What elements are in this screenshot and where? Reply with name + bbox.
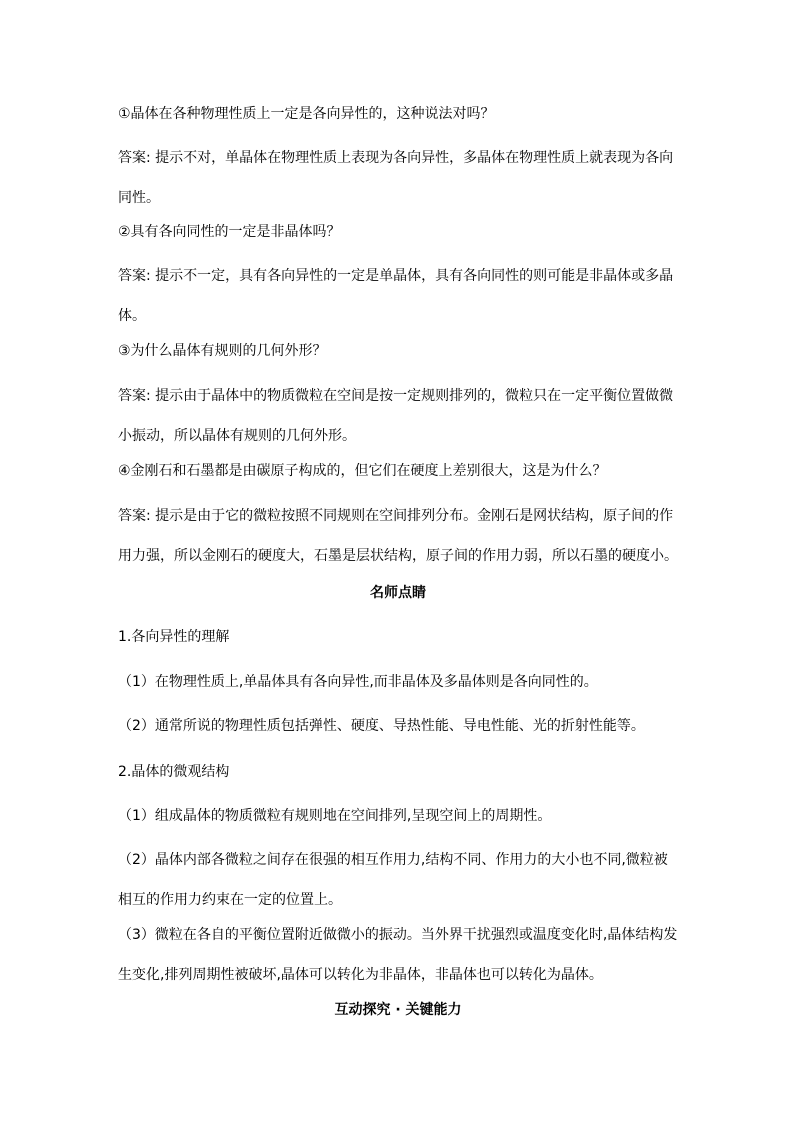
section-2-title: 2.晶体的微观结构 — [118, 764, 230, 780]
question-1: ①晶体在各种物理性质上一定是各向异性的，这种说法对吗？ — [118, 106, 495, 122]
answer-1-line-1: 答案: 提示不对，单晶体在物理性质上表现为各向异性，多晶体在物理性质上就表现为各向 — [118, 150, 674, 166]
section-1-item-1: （1）在物理性质上,单晶体具有各向异性,而非晶体及多晶体则是各向同性的。 — [118, 674, 598, 690]
section-1-title: 1.各向异性的理解 — [118, 629, 230, 645]
section-2-item-2 — [118, 850, 678, 910]
teacher-notes-heading: 名师点睛 — [370, 585, 426, 601]
answer-4-line-1: 答案: 提示是由于它的微粒按照不同规则在空间排列分布。金刚石是网状结构，原子间的作 — [118, 508, 674, 524]
answer-3-line-1: 答案: 提示由于晶体中的物质微粒在空间是按一定规则排列的，微粒只在一定平衡位置做微 — [118, 388, 674, 404]
section-2-item-3 — [118, 925, 678, 985]
next-section-heading: 互动探究 · 关键能力 — [334, 1002, 462, 1018]
section-2-item-1: （1）组成晶体的物质微粒有规则地在空间排列,呈现空间上的周期性。 — [118, 808, 552, 824]
answer-2 — [118, 266, 678, 326]
answer-4 — [118, 506, 678, 566]
answer-2-line-2: 体。 — [118, 308, 146, 324]
section-2-item-3-line-2: 生变化,排列周期性被破坏,晶体可以转化为非晶体，非晶体也可以转化为晶体。 — [118, 967, 603, 983]
question-2: ②具有各向同性的一定是非晶体吗？ — [118, 224, 341, 240]
answer-4-line-2: 用力强，所以金刚石的硬度大，石墨是层状结构，原子间的作用力弱，所以石墨的硬度小。 — [118, 548, 678, 564]
answer-1-line-2: 同性。 — [118, 190, 160, 206]
question-3: ③为什么晶体有规则的几何外形？ — [118, 343, 327, 359]
section-1-item-2: （2）通常所说的物理性质包括弹性、硬度、导热性能、导电性能、光的折射性能等。 — [118, 718, 645, 734]
answer-3 — [118, 386, 678, 446]
question-4: ④金刚石和石墨都是由碳原子构成的，但它们在硬度上差别很大，这是为什么？ — [118, 463, 607, 479]
answer-1 — [118, 148, 678, 208]
section-2-item-3-line-1: （3）微粒在各自的平衡位置附近做微小的振动。当外界干扰强烈或温度变化时,晶体结构发 — [118, 927, 678, 943]
answer-2-line-1: 答案: 提示不一定，具有各向异性的一定是单晶体，具有各向同性的则可能是非晶体或多晶 — [118, 268, 674, 284]
section-2-item-2-line-2: 相互的作用力约束在一定的位置上。 — [118, 892, 342, 908]
answer-3-line-2: 小振动，所以晶体有规则的几何外形。 — [118, 428, 356, 444]
section-2-item-2-line-1: （2）晶体内部各微粒之间存在很强的相互作用力,结构不同、作用力的大小也不同,微粒被 — [118, 852, 668, 868]
